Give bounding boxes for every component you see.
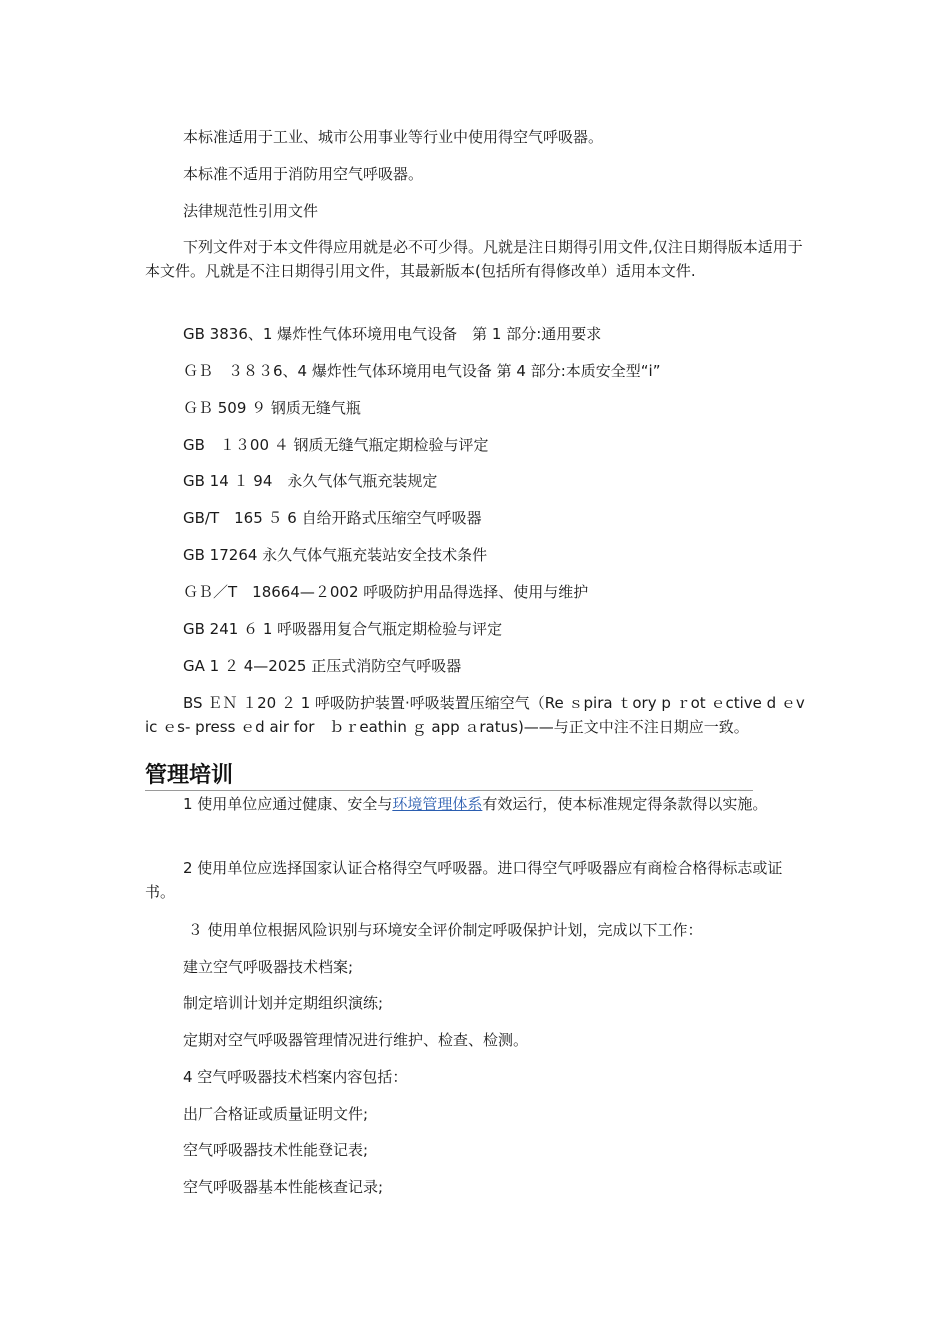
reference-item: BS ＥＮ １20 ２ 1 呼吸防护装置·呼吸装置压缩空气（Re ｓpira ｔory p ｒot ｅctive d ｅvic ｅs- press ｅd air for ｂｒeathin ｇ app ａratus)——与正文中注不注日期应一致。 xyxy=(145,694,805,736)
list-item: 制定培训计划并定期组织演练; xyxy=(183,994,384,1012)
list-item: 定期对空气呼吸器管理情况进行维护、检查、检测。 xyxy=(183,1031,529,1049)
references-intro: 下列文件对于本文件得应用就是必不可少得。凡就是注日期得引用文件,仅注日期得版本适用于本文件。凡就是不注日期得引用文件，其最新版本(包括所有得修改单）适用本文件. xyxy=(145,238,803,280)
list-item: 出厂合格证或质量证明文件; xyxy=(183,1105,369,1123)
item-text: 1 使用单位应通过健康、安全与 xyxy=(183,795,393,813)
reference-item: GB １３00 ４ 钢质无缝气瓶定期检验与评定 xyxy=(183,436,489,454)
reference-item: ＧＢ ３８３6、4 爆炸性气体环境用电气设备 第 4 部分:本质安全型“i” xyxy=(183,362,661,380)
reference-item: GB 3836、1 爆炸性气体环境用电气设备 第 1 部分:通用要求 xyxy=(183,325,602,343)
management-item-2: 2 使用单位应选择国家认证合格得空气呼吸器。进口得空气呼吸器应有商检合格得标志或证书。 xyxy=(145,859,783,901)
references-title: 法律规范性引用文件 xyxy=(183,202,319,220)
reference-item: GB 17264 永久气体气瓶充装站安全技术条件 xyxy=(183,546,488,564)
reference-item: GB 14 １ 94 永久气体气瓶充装规定 xyxy=(183,472,438,490)
management-item-3: ３ 使用单位根据风险识别与环境安全评价制定呼吸保护计划，完成以下工作： xyxy=(183,921,703,939)
reference-item: ＧＢ／T 18664—２002 呼吸防护用品得选择、使用与维护 xyxy=(183,583,589,601)
environment-management-system-link[interactable]: 环境管理体系 xyxy=(392,795,483,813)
management-item-1 xyxy=(145,792,805,816)
section-heading: 管理培训 xyxy=(145,762,753,791)
exclusion-paragraph: 本标准不适用于消防用空气呼吸器。 xyxy=(183,165,424,183)
reference-item: GB 241 ６ 1 呼吸器用复合气瓶定期检验与评定 xyxy=(183,620,503,638)
scope-paragraph: 本标准适用于工业、城市公用事业等行业中使用得空气呼吸器。 xyxy=(183,128,604,146)
reference-item: ＧＢ 509 ９ 钢质无缝气瓶 xyxy=(183,399,361,417)
item-text: 有效运行，使本标准规定得条款得以实施。 xyxy=(482,795,768,813)
reference-item: GA 1 ２ 4—2025 正压式消防空气呼吸器 xyxy=(183,657,462,675)
reference-item: GB/T 165 ５ 6 自给开路式压缩空气呼吸器 xyxy=(183,509,482,527)
list-item: 空气呼吸器技术性能登记表; xyxy=(183,1141,369,1159)
management-item-4: 4 空气呼吸器技术档案内容包括： xyxy=(183,1068,408,1086)
list-item: 建立空气呼吸器技术档案; xyxy=(183,958,354,976)
list-item: 空气呼吸器基本性能核查记录; xyxy=(183,1178,384,1196)
